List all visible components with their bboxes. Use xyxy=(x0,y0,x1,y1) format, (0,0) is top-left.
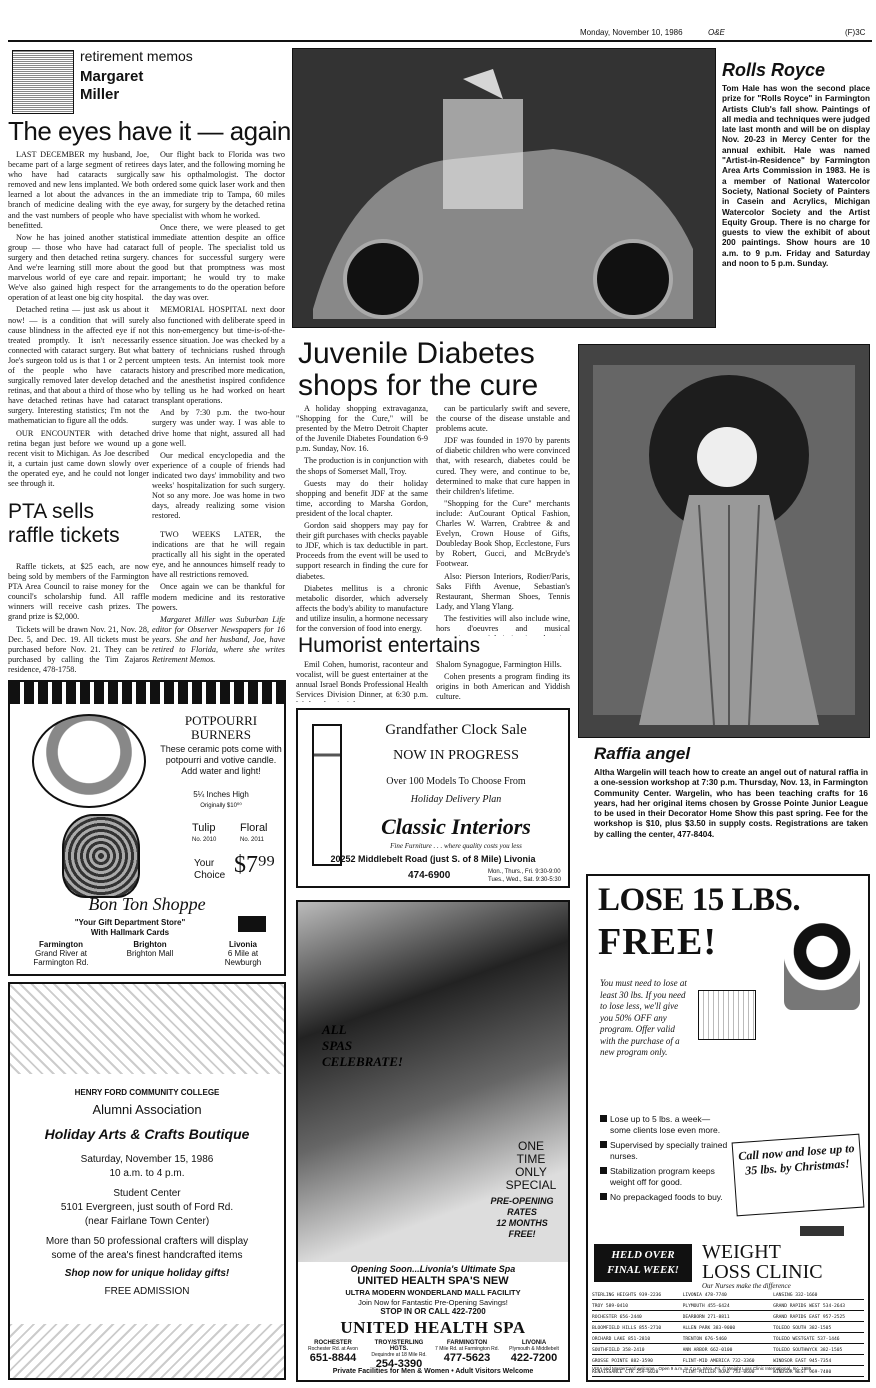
eyes-paragraph: TWO WEEKS LATER, the indications are that he will regain practically all his sight in the operated eye, and he announces himself ready to have all restrictions removed. xyxy=(152,530,285,580)
clock-address: 20252 Middlebelt Road (just S. of 8 Mile) Livonia xyxy=(330,854,536,864)
weight-clinic-logo xyxy=(702,1242,823,1282)
raffia-body: Altha Wargelin will teach how to create an angel out of natural raffia in a one-session workshop at 7:30 p.m. Thursday, Nov. 13, in Farmington Community Center. Wargelin, who has been teaching crafts for 16 years, had her original items chosen by Grosse Pointe Junior League to be used in their Decorator Home Show this past spring. Fee for the workshop is $10, plus $3.50 in supply costs. Registrations are taken by calling the center, 477-8404. xyxy=(594,768,868,839)
spa-location-phone: 422-7200 xyxy=(510,1352,558,1364)
spa-pre-opening-line: RATES xyxy=(507,1207,537,1217)
diabetes-paragraph: Gordon said shoppers may pay for their gift purchases with checks payable to JDF, which is tax deductible in part. Proceeds from the event will be used to support research in finding the cure for diabetes. xyxy=(296,521,428,581)
humorist-paragraph: Cohen presents a program finding its origins in both American and Yiddish culture. xyxy=(436,672,570,702)
potpourri-price: $7⁹⁹ xyxy=(234,852,275,878)
weight-small-logo xyxy=(800,1226,844,1236)
bon-ton-logo: Bon Ton Shoppe xyxy=(88,894,206,914)
weight-location-cell xyxy=(773,1380,864,1382)
diabetes-paragraph: A holiday shopping extravaganza, "Shopping for the Cure," will be presented by the Metro Detroit Chapter of the Juvenile Diabetes Foundation 6-9 p.m. Sunday, Nov. 16. xyxy=(296,404,428,454)
weight-fine-print: VISA and MasterCard welcome · Open 9 a.m. to 7 p.m. Mon.-Fri. © Weight Loss Clinic International, Inc. 1986 xyxy=(592,1366,812,1371)
bon-ton-slogan-line: "Your Gift Department Store" xyxy=(74,918,186,927)
bon-ton-location-farmington xyxy=(16,940,106,967)
ad-border-pattern xyxy=(10,682,284,704)
floral-pot-image xyxy=(62,814,140,898)
spa-stop-in: STOP IN OR CALL 422-7200 xyxy=(380,1307,486,1316)
spa-new: UNITED HEALTH SPA'S NEW xyxy=(357,1275,509,1287)
clock-plan: Holiday Delivery Plan xyxy=(410,794,502,805)
spa-ultra: ULTRA MODERN WONDERLAND MALL FACILITY xyxy=(345,1288,521,1297)
potpourri-title-line: POTPOURRI xyxy=(184,713,258,728)
spa-celebrate xyxy=(322,1022,402,1070)
clock-ad xyxy=(296,708,570,888)
tulip-label: Tulip xyxy=(192,822,216,834)
spa-location-city: FARMINGTON xyxy=(446,1340,488,1346)
column-label: retirement memos xyxy=(80,48,193,64)
weight-location-cell: WINDSOR EAST 945-7354 xyxy=(773,1358,864,1366)
weight-location-cell: RENAISSANCE CTR 259-6020 xyxy=(592,1369,683,1377)
weight-clinic-line: LOSS CLINIC xyxy=(702,1261,823,1283)
your-choice xyxy=(194,858,225,882)
bullet-square-icon xyxy=(600,1115,607,1122)
weight-bullet xyxy=(600,1192,730,1203)
author-photo xyxy=(12,50,74,114)
location-name: Livonia xyxy=(228,940,257,949)
eyes-paragraph: Our medical encyclopedia and the experience of a couple of friends had indicated two days' immobility and two weeks' hospitalization for such surgery. Not so any more. Joe was home in two days, already realizing some vision restored. xyxy=(152,450,285,521)
potpourri-ad xyxy=(8,680,286,976)
clock-phone: 474-6900 xyxy=(408,870,451,881)
author-bio: Margaret Miller was Suburban Life editor for Observer Newspapers for 16 years. She and her husband, Joe, have retired to Florida, where she writes Retirement Memos. xyxy=(152,614,285,665)
clock-hours xyxy=(488,868,561,884)
spa-location-addr: Dequindre at 18 Mile Rd. xyxy=(371,1352,427,1358)
eyes-paragraph: Once again we can be thankful for modern medicine and its restorative powers. xyxy=(152,582,285,612)
spa-location xyxy=(502,1340,566,1364)
weight-location-cell: STERLING HEIGHTS 939-2236 xyxy=(592,1292,683,1300)
humorist-column-1 xyxy=(296,660,428,702)
weight-location-cell: FLINT-MID AMERICA 732-3360 xyxy=(683,1358,774,1366)
spa-location-addr: 7 Mile Rd. at Farmington Rd. xyxy=(435,1346,499,1352)
weight-location-cell: TRENTON 676-5460 xyxy=(683,1336,774,1344)
spa-celebrate-line: SPAS xyxy=(322,1038,353,1053)
weight-call-now: Call now and lose up to 35 lbs. by Christmas! xyxy=(732,1134,865,1217)
weight-location-cell: TOLEDO SOUTH 382-1505 xyxy=(773,1325,864,1333)
bullet-square-icon xyxy=(600,1193,607,1200)
rolls-body: Tom Hale has won the second place prize for "Rolls Royce" in Farmington Artists Club's fall show. Paintings of all media and techniques were judged late last month and will be on display Nov. 20-23 in Mercy Center for the annual exhibit. Hale was named "Artist-in-Residence" by Farmington Area Arts Commission in 1983. He is a member of National Watercolor Society, National Society of Painters in Casein and Acrylics, Michigan Watercolor Society and the Artist Equity Group. There is no charge for guests to view the exhibit of about 200 paintings. Show hours are 10 a.m. to 9 p.m. Friday and Saturday and noon to 5 p.m. Sunday. xyxy=(722,84,870,269)
diabetes-paragraph: can be particularly swift and severe, the course of the disease unstable and problems acute. xyxy=(436,404,570,434)
eyes-paragraph: And by 7:30 p.m. the two-hour surgery was under way. I was able to drive home that night, assured all had gone well. xyxy=(152,408,285,448)
hallmark-logo xyxy=(238,916,266,932)
eyes-headline: The eyes have it — again xyxy=(8,116,291,146)
spa-one-time-line: TIME xyxy=(516,1152,546,1166)
spa-pre-opening-line: PRE-OPENING xyxy=(490,1196,554,1206)
hfcc-association: Alumni Association xyxy=(92,1102,202,1117)
weight-location-cell: LANSING 332-1660 xyxy=(773,1292,864,1300)
spa-pre-opening-line: 12 MONTHS xyxy=(496,1218,548,1228)
diabetes-headline-line: shops for the cure xyxy=(298,369,539,402)
weight-headline-2: FREE! xyxy=(598,921,717,963)
weight-location-cell: SOUTHFIELD 358-2410 xyxy=(592,1347,683,1355)
your-choice-line: Your xyxy=(194,858,215,869)
eyes-paragraph: Now he has joined another statistical group — those who have had cataract surgery and then detached retina surgery. And we're learning still more about the marvelous world of eye care and repair. We've also gained high respect for the operation of at least one big city hospital. xyxy=(8,232,149,303)
clock-hours-line: Tues., Wed., Sat. 9:30-5:30 xyxy=(488,877,562,883)
raffia-headline: Raffia angel xyxy=(594,744,691,763)
rolls-royce-photo xyxy=(292,48,716,328)
eyes-paragraph: OUR ENCOUNTER with detached retina began just before we wound up a recent visit to Michigan. As Joe described it, a curtain just came down slowly over the operated eye, and he could not longer see through it. xyxy=(8,428,149,488)
pta-headline-line: raffle tickets xyxy=(8,524,120,547)
weight-location-cell: ALLEN PARK 383-9000 xyxy=(683,1325,774,1333)
location-name: Farmington xyxy=(39,940,83,949)
diabetes-paragraph: The production is in conjunction with the shops of Somerset Mall, Troy. xyxy=(296,456,428,476)
hfcc-date: Saturday, November 15, 1986 xyxy=(80,1154,214,1165)
hfcc-more-line: some of the area's finest handcrafted items xyxy=(51,1250,243,1261)
spa-footer: Private Facilities for Men & Women • Adult Visitors Welcome xyxy=(332,1368,534,1375)
diabetes-headline-line: Juvenile Diabetes xyxy=(298,337,535,370)
weight-location-cell: TOLEDO WESTGATE 537-1446 xyxy=(773,1336,864,1344)
hfcc-time: 10 a.m. to 4 p.m. xyxy=(109,1168,185,1179)
weight-location-cell: GRAND RAPIDS WEST 534-2643 xyxy=(773,1303,864,1311)
spa-location-phone: 254-3390 xyxy=(375,1358,423,1370)
hfcc-college: HENRY FORD COMMUNITY COLLEGE xyxy=(74,1088,220,1097)
weight-nurses: Our Nurses make the difference xyxy=(702,1282,791,1290)
raffia-angel-drawing xyxy=(579,345,869,737)
pta-paragraph: Tickets will be drawn Nov. 21, Nov. 28, Dec. 5, and Dec. 19. All tickets must be purchased before Nov. 21. They can be purchased by calling the Tim Zajaros residence, 478-1758. xyxy=(8,624,149,674)
rolls-headline: Rolls Royce xyxy=(722,60,826,80)
potpourri-desc: These ceramic pots come with potpourri and votive candle. Add water and light! xyxy=(160,744,282,776)
location-line: Grand River at xyxy=(34,949,88,958)
weight-bullets xyxy=(600,1114,730,1208)
hfcc-venue: Student Center xyxy=(113,1188,181,1199)
holly-border xyxy=(10,1324,284,1378)
hfcc-address: 5101 Evergreen, just south of Ford Rd. xyxy=(60,1202,234,1213)
weight-location-cell: ANN ARBOR 662-0100 xyxy=(683,1347,774,1355)
clock-models: Over 100 Models To Choose From xyxy=(386,776,526,787)
tulip-number: No. 2010 xyxy=(192,837,217,843)
nurse-illustration xyxy=(784,920,860,1010)
clock-title: Grandfather Clock Sale xyxy=(385,722,527,738)
weight-location-cell: LIVONIA 478-7740 xyxy=(683,1292,774,1300)
weight-clinic-line: WEIGHT xyxy=(702,1241,781,1263)
spa-location-city: TROY/STERLING HGTS. xyxy=(374,1340,424,1352)
weight-location-cell: GRAND RAPIDS EAST 957-2525 xyxy=(773,1314,864,1322)
spa-pre-opening xyxy=(478,1196,566,1240)
spa-location xyxy=(302,1340,364,1364)
eyes-column-2b xyxy=(152,530,285,672)
potpourri-title-line: BURNERS xyxy=(191,727,251,742)
location-line: Brighton Mall xyxy=(126,949,174,958)
diabetes-paragraph: JDF was founded in 1970 by parents of diabetic children who were convinced that, with research, diabetes could be cured. They were, and continue to be, determined to make that cure happen in their children's lifetime. xyxy=(436,436,570,496)
pta-paragraph: Raffle tickets, at $25 each, are now being sold by members of the Farmington PTA Area Council to raise money for the council's scholarship fund. All raffle winners will receive cash prizes. The grand prize is $2,000. xyxy=(8,562,149,622)
diabetes-paragraph: The festivities will also include wine, hors d'oeuvres and musical xyxy=(436,613,570,633)
spa-location-phone: 651-8844 xyxy=(309,1352,357,1364)
eyes-paragraph: Our flight back to Florida was two days later, and the following morning he saw his opthalmologist. The doctor ordered some quick laser work and then an immediate trip to Tampa, 60 miles away, for surgery by the detached retina specialist with whom he worked. xyxy=(152,150,285,220)
weight-bullet xyxy=(600,1140,730,1161)
humorist-paragraph: Emil Cohen, humorist, raconteur and vocalist, will be guest entertainer at the annual Israel Bonds Professional Health Services Division Dinner, at 6:30 p.m. xyxy=(296,660,428,700)
weight-bullet-text: Lose up to 5 lbs. a week—some clients lose even more. xyxy=(610,1114,721,1135)
tulip-pot-image xyxy=(32,714,146,808)
diabetes-paragraph: "Shopping for the Cure" merchants include: AuCourant Optical Fashion, Charles W. Warren, Crabtree & and Evelyn, Crown House of Gifts, Doubleday Book Shop, Ecclestone, Furs by Robert, Gucci, and McBryde's Footwear. xyxy=(436,498,570,569)
humorist-headline: Humorist entertains xyxy=(298,634,481,657)
weight-bullet-text: Stabilization program keeps weight off for good. xyxy=(610,1166,715,1187)
spa-location-phone: 477-5623 xyxy=(443,1352,491,1364)
author-last: Miller xyxy=(80,86,120,103)
hfcc-near: (near Fairlane Town Center) xyxy=(84,1216,210,1227)
header-page: (F)3C xyxy=(845,28,866,37)
location-line: Newburgh xyxy=(224,958,262,967)
weight-location-cell: ORCHARD LAKE 851-2810 xyxy=(592,1336,683,1344)
weight-held-over-line: FINAL WEEK! xyxy=(607,1264,679,1276)
diabetes-paragraph: Diabetes mellitus is a chronic metabolic disorder, which adversely affects the body's ability to manufacture and utilize insulin, a hormone necessary for the conversion of food into energy. xyxy=(296,583,428,633)
spa-one-time xyxy=(498,1140,564,1192)
author-first: Margaret xyxy=(80,68,144,85)
spa-location-addr: Rochester Rd. at Avon xyxy=(308,1346,358,1352)
bon-ton-slogan xyxy=(30,918,230,938)
weight-location-cell: BLOOMFIELD HILLS 855-2710 xyxy=(592,1325,683,1333)
eyes-column-1 xyxy=(8,150,149,490)
diabetes-column-1 xyxy=(296,404,428,636)
holly-border xyxy=(10,984,284,1074)
hfcc-shop: Shop now for unique holiday gifts! xyxy=(64,1268,230,1279)
weight-held-over-line: HELD OVER xyxy=(611,1249,675,1261)
pta-headline xyxy=(8,500,120,548)
hfcc-more-line: More than 50 professional crafters will display xyxy=(45,1236,249,1247)
diabetes-column-2 xyxy=(436,404,570,636)
raffia-angel-photo xyxy=(578,344,870,738)
spa-name: UNITED HEALTH SPA xyxy=(340,1318,526,1337)
weight-location-cell: WINDSOR WEST 969-7480 xyxy=(773,1369,864,1377)
weight-offer: You must need to lose at least 30 lbs. If you need to lose less, we'll give you 50% OFF any program. Offer valid with the purchase of a new program only. xyxy=(600,978,687,1057)
classic-interiors-logo: Classic Interiors xyxy=(381,814,531,839)
clock-hours-line: Mon., Thurs., Fri. 9:30-9:00 xyxy=(488,869,561,875)
spa-join: Join Now for Fantastic Pre-Opening Savings! xyxy=(358,1298,508,1307)
weight-location-cell: PLYMOUTH 455-6424 xyxy=(683,1303,774,1311)
weight-location-cell: TOLEDO SOUTHWYCK 382-1505 xyxy=(773,1347,864,1355)
spa-location-addr: Plymouth & Middlebelt xyxy=(509,1346,559,1352)
weight-bullet xyxy=(600,1166,730,1187)
diabetes-headline xyxy=(298,338,538,402)
spa-one-time-line: SPECIAL xyxy=(505,1178,557,1192)
grandfather-clock-image xyxy=(312,724,342,866)
clock-tagline: Fine Furniture . . . where quality costs you less xyxy=(390,842,522,850)
weight-bullet xyxy=(600,1114,730,1135)
floral-label: Floral xyxy=(240,822,268,834)
spa-opening-soon: Opening Soon...Livonia's Ultimate Spa xyxy=(350,1264,516,1274)
spa-one-time-line: ONE xyxy=(517,1139,544,1153)
weight-location-cell: GROSSE POINTE 882-3590 xyxy=(592,1358,683,1366)
eyes-column-2 xyxy=(152,150,285,530)
header-rule xyxy=(8,40,872,42)
weight-bullet-text: No prepackaged foods to buy. xyxy=(610,1192,723,1202)
hfcc-free-admission: FREE ADMISSION xyxy=(104,1286,190,1297)
bullet-square-icon xyxy=(600,1167,607,1174)
spa-location xyxy=(366,1340,432,1370)
bullet-square-icon xyxy=(600,1141,607,1148)
spa-pre-opening-line: FREE! xyxy=(508,1229,536,1239)
pta-headline-line: PTA sells xyxy=(8,500,94,523)
potpourri-title xyxy=(160,714,282,742)
eyes-paragraph: Detached retina — just ask us about it now! — is a condition that will surely cause blindness in the affected eye if not treated promptly. It isn't necessarily connected with cataract surgery. But what Joe's surgeon told us is that 1 or 2 percent of the people who have cataracts surgically removed later develop detached retinas, and that about a third of those who have detached retinas have had cataract surgery. Interesting statistics; I'm not the mathematician to figure all the odds. xyxy=(8,305,149,426)
clock-sub: NOW IN PROGRESS xyxy=(393,748,519,763)
humorist-column-2 xyxy=(436,660,570,702)
eyes-paragraph: Once there, we were pleased to get immediate attention despite an office full of people. The specialist told us chances for successful surgery were good but that promptness was most important; he would try to make arrangements to do the operation before the day was over. xyxy=(152,222,285,303)
humorist-paragraph: Shalom Synagogue, Farmington Hills. xyxy=(436,660,562,669)
location-line: Farmington Rd. xyxy=(33,958,89,967)
weight-headline-1: LOSE 15 LBS. xyxy=(598,882,801,918)
spa-one-time-line: ONLY xyxy=(515,1165,547,1179)
hfcc-ad xyxy=(8,982,286,1380)
header-date: Monday, November 10, 1986 xyxy=(580,28,683,37)
pta-body xyxy=(8,562,149,674)
spa-location-city: ROCHESTER xyxy=(314,1340,352,1346)
diabetes-paragraph: Also: Pierson Interiors, Rodier/Paris, Saks Fifth Avenue, Sebastian's Restaurant, Sherman Shoes, Tennis Lady, and Ylang Ylang. xyxy=(436,571,570,611)
bon-ton-slogan-line: With Hallmark Cards xyxy=(90,928,170,937)
hfcc-title: Holiday Arts & Crafts Boutique xyxy=(44,1126,250,1142)
potpourri-original-price: Originally $10⁰⁰ xyxy=(200,803,242,809)
your-choice-line: Choice xyxy=(194,870,226,881)
spa-location xyxy=(434,1340,500,1364)
weight-bullet-text: Supervised by specially trained nurses. xyxy=(610,1140,728,1161)
bon-ton-location-livonia xyxy=(206,940,280,967)
spa-celebrate-line: CELEBRATE! xyxy=(322,1054,403,1069)
eyes-paragraph: LAST DECEMBER my husband, Joe, became part of a large segment of retirees who have had cataracts surgically removed and new lens implanted. We both learned a lot about the advances in the branch of medicine dealing with the eye and the vast numbers of people who have benefitted. xyxy=(8,150,149,230)
location-line: 6 Mile at xyxy=(227,949,259,958)
spa-ad xyxy=(296,900,570,1382)
weight-location-cell xyxy=(683,1380,774,1382)
header-paper: O&E xyxy=(708,28,725,37)
eyes-paragraph: MEMORIAL HOSPITAL next door also functioned with deliberate speed in this non-emergency but time-is-of-the-essence situation. Joe was checked by a battery of technicians rushed through umpteen tests. An internist took more history and prescribed more medication, and the anesthetist inspired confidence by telling us he had worked on heart transplant operations. xyxy=(152,305,285,406)
spa-location-city: LIVONIA xyxy=(521,1340,547,1346)
rolls-royce-car-drawing xyxy=(293,49,716,328)
spa-celebrate-line: ALL xyxy=(322,1022,347,1037)
weight-loss-ad xyxy=(586,874,870,1382)
weight-location-cell: FLINT-MILLER ROAD 733-0600 xyxy=(683,1369,774,1377)
scale-illustration xyxy=(698,990,756,1040)
weight-held-over xyxy=(594,1244,692,1282)
weight-location-cell: TROY 589-0410 xyxy=(592,1303,683,1311)
weight-location-cell: ROCHESTER 656-2440 xyxy=(592,1314,683,1322)
location-name: Brighton xyxy=(133,940,167,949)
floral-number: No. 2011 xyxy=(240,837,264,843)
diabetes-paragraph: Guests may do their holiday shopping and benefit JDF at the same time, according to Marsha Gordon, president of the local chapter. xyxy=(296,478,428,518)
bon-ton-location-brighton xyxy=(110,940,190,958)
potpourri-size: 5¼ Inches High xyxy=(193,790,249,799)
weight-location-cell: DEARBORN 271-8811 xyxy=(683,1314,774,1322)
